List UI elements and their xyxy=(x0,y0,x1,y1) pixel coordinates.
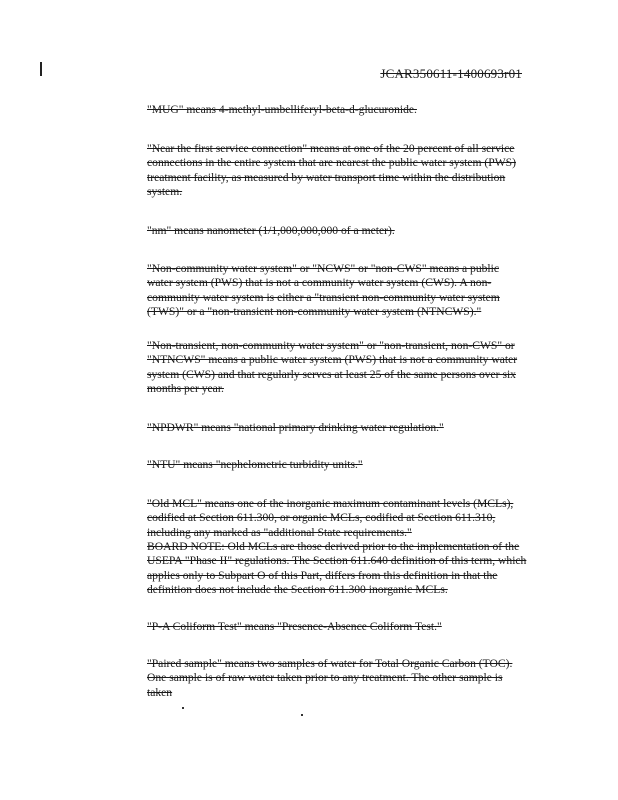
definition-near-first-service-connection: "Near the first service connection" means at one of the 20 percent of all service connections in the entire system that are nearest the public water system (PWS) treatment facility, as measured by water transport time within the distribution system. xyxy=(147,142,516,198)
definition-ntncws: "Non-transient, non-community water system" or "non-transient, non-CWS" or "NTNCWS" means a public water system (PWS) that is not a community water system (CWS) and that regularly serves at least 25 of the same persons over six months per year. xyxy=(147,339,518,395)
definition-paired-sample: "Paired sample" means two samples of water for Total Organic Carbon (TOC). One sample is of raw water taken prior to any treatment. The other sample is taken xyxy=(147,657,513,699)
definition-old-mcl: "Old MCL" means one of the inorganic maximum contaminant levels (MCLs), codified at Section 611.300, or organic MCLs, codified at Section 611.310, including any marked as "additional State requirements." xyxy=(147,497,514,539)
definition-pa-coliform-test: "P-A Coliform Test" means "Presence-Absence Coliform Test." xyxy=(147,620,442,633)
document-code: JCAR350611-1400693r01 xyxy=(380,66,522,81)
definition-mug: "MUG" means 4-methyl-umbelliferyl-beta-d-glucuronide. xyxy=(147,103,417,116)
scan-speck xyxy=(301,714,303,716)
definition-nm: "nm" means nanometer (1/1,000,000,000 of a meter). xyxy=(147,224,395,237)
scan-speck xyxy=(182,707,184,709)
definition-npdwr: "NPDWR" means "national primary drinking water regulation." xyxy=(147,421,444,434)
margin-line xyxy=(40,62,42,76)
definition-ntu: "NTU" means "nephelometric turbidity units." xyxy=(147,458,363,471)
definition-ncws: "Non-community water system" or "NCWS" or "non-CWS" means a public water system (PWS) that is not a community water system (CWS). A non-community water system is either a "transient non-community water system (TWS)" or a "non-transient non-community water system (NTNCWS)." xyxy=(147,262,500,318)
board-note: BOARD NOTE: Old MCLs are those derived prior to the implementation of the USEPA "Phase II" regulations. The Section 611.640 definition of this term, which applies only to Subpart O of this Part, differs from this definition in that the definition does not include the Section 611.300 inorganic MCLs. xyxy=(147,540,527,596)
